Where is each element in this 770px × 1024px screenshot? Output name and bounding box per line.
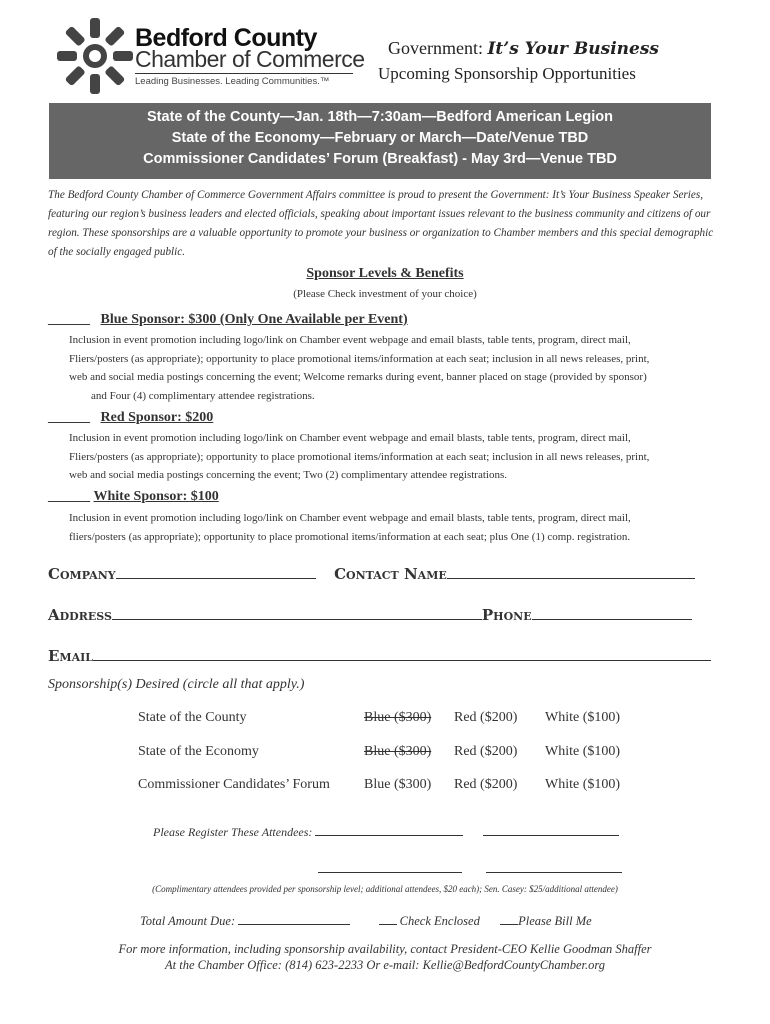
blue-desc-line: Fliers/posters (as appropriate); opportunity to place promotional items/information at each seat; inclusion in all news releases, print,	[69, 352, 650, 365]
contact-info-line-2[interactable]: At the Chamber Office: (814) 623-2233 Or e-mail: Kellie@BedfordCountyChamber.org	[164, 958, 606, 972]
white-sponsor-option[interactable]	[48, 489, 219, 505]
event-county-red[interactable]: Red ($200)	[454, 710, 518, 725]
contact-name-field[interactable]	[447, 564, 695, 579]
events-banner	[49, 103, 711, 179]
payment-row	[140, 913, 592, 929]
blue-desc-line: web and social media postings concerning the event; Welcome remarks during event, banner placed on stage (provided by sponsor)	[69, 371, 647, 383]
levels-note: (Please Check investment of your choice)	[293, 288, 477, 300]
blue-desc-line: and Four (4) complimentary attendee registrations.	[91, 389, 315, 402]
white-sponsor-title: White Sponsor: $100	[93, 489, 219, 504]
event-economy-white[interactable]: White ($100)	[545, 744, 621, 759]
banner-line-economy: State of the Economy—February or March—Date/Venue TBD	[171, 130, 589, 146]
attendee-field-2[interactable]	[483, 824, 619, 836]
total-label: Total Amount Due:	[140, 914, 236, 928]
title-prefix: Government:	[388, 38, 488, 58]
complimentary-note: (Complimentary attendees provided per sponsorship level; additional attendees, $20 each); Sen. Casey: $25/additional attendee)	[152, 884, 618, 894]
red-desc-line: web and social media postings concerning the event; Two (2) complimentary attendee registrations.	[69, 469, 507, 481]
red-desc-line: Inclusion in event promotion including logo/link on Chamber event webpage and email blasts, table tents, program, direct mail,	[69, 432, 631, 444]
register-row-2	[318, 860, 622, 878]
chamber-logo-icon	[55, 16, 135, 96]
event-forum-white[interactable]: White ($100)	[545, 777, 621, 792]
banner-line-forum: Commissioner Candidates’ Forum (Breakfast) - May 3rd—Venue TBD	[143, 151, 617, 167]
event-name: State of the Economy	[138, 744, 259, 759]
org-tagline: Leading Businesses. Leading Communities.™	[135, 76, 330, 87]
org-name: Bedford County	[135, 24, 317, 52]
white-desc-line: fliers/posters (as appropriate); opportunity to place promotional items/information at each seat; plus One (1) comp. registration.	[69, 530, 631, 543]
bill-me-label: Please Bill Me	[518, 914, 592, 928]
check-enclosed-blank[interactable]	[379, 913, 397, 925]
red-check-blank[interactable]: ______	[48, 410, 90, 425]
total-field[interactable]	[238, 913, 350, 925]
blue-sponsor-title: Blue Sponsor: $300 (Only One Available per Event)	[100, 312, 408, 327]
attendee-field-1[interactable]	[315, 824, 463, 836]
white-sponsor-desc	[69, 509, 729, 546]
attendee-field-3[interactable]	[318, 861, 462, 873]
address-label: Address	[48, 606, 112, 624]
event-economy-blue[interactable]: Blue ($300)	[364, 744, 432, 759]
white-check-blank[interactable]: ______	[48, 489, 90, 504]
org-subname: Chamber of Commerce	[135, 46, 365, 72]
red-sponsor-option[interactable]	[48, 410, 213, 426]
event-forum-blue[interactable]: Blue ($300)	[364, 777, 432, 792]
bill-me-blank[interactable]	[500, 913, 518, 925]
blue-sponsor-desc	[69, 331, 729, 405]
company-label: Company	[48, 565, 116, 583]
event-county-blue[interactable]: Blue ($300)	[364, 710, 432, 725]
title-script: It’s Your Business	[487, 39, 660, 59]
attendee-field-4[interactable]	[486, 861, 622, 873]
white-desc-line: Inclusion in event promotion including logo/link on Chamber event webpage and email blasts, table tents, program, direct mail,	[69, 512, 631, 524]
email-row	[48, 646, 711, 665]
sponsorship-label: Sponsorship(s) Desired (circle all that apply.)	[48, 677, 305, 692]
page-subtitle: Upcoming Sponsorship Opportunities	[378, 64, 636, 83]
page-title	[388, 38, 659, 59]
event-name: State of the County	[138, 710, 247, 725]
event-economy-red[interactable]: Red ($200)	[454, 744, 518, 759]
levels-heading: Sponsor Levels & Benefits	[306, 266, 464, 281]
red-sponsor-desc	[69, 429, 729, 485]
banner-line-county: State of the County—Jan. 18th—7:30am—Bedford American Legion	[147, 109, 613, 125]
company-field[interactable]	[116, 564, 316, 579]
phone-label: Phone	[481, 606, 532, 624]
event-forum-red[interactable]: Red ($200)	[454, 777, 518, 792]
logo-divider	[135, 73, 353, 74]
address-row	[48, 605, 692, 624]
address-field[interactable]	[112, 605, 482, 620]
intro-paragraph: The Bedford County Chamber of Commerce Government Affairs committee is proud to present the Government: It’s Your Business Speaker Series, featuring our region’s business leaders and elected officials, speaking about important issues relevant to the business community and citizens of our region. These sponsorships are a valuable opportunity to promote your business or organization to Chamber members and this special demographic of the socially engaged public.	[48, 189, 714, 258]
blue-check-blank[interactable]: ______	[48, 312, 90, 327]
company-row	[48, 564, 695, 583]
blue-sponsor-option[interactable]	[48, 312, 408, 328]
red-desc-line: Fliers/posters (as appropriate); opportunity to place promotional items/information at each seat; inclusion in all news releases, print,	[69, 450, 650, 463]
register-row	[153, 824, 619, 840]
event-county-white[interactable]: White ($100)	[545, 710, 621, 725]
email-field[interactable]	[93, 646, 711, 661]
contact-label: Contact Name	[334, 565, 447, 583]
email-label: Email	[48, 647, 94, 665]
register-label: Please Register These Attendees:	[153, 825, 313, 839]
blue-desc-line: Inclusion in event promotion including logo/link on Chamber event webpage and email blasts, table tents, program, direct mail,	[69, 334, 631, 346]
event-name: Commissioner Candidates’ Forum	[138, 777, 330, 792]
check-enclosed-label: Check Enclosed	[399, 914, 480, 928]
phone-field[interactable]	[532, 605, 692, 620]
red-sponsor-title: Red Sponsor: $200	[100, 410, 214, 425]
contact-info-line: For more information, including sponsorship availability, contact President-CEO Kellie Goodman Shaffer	[118, 942, 652, 956]
